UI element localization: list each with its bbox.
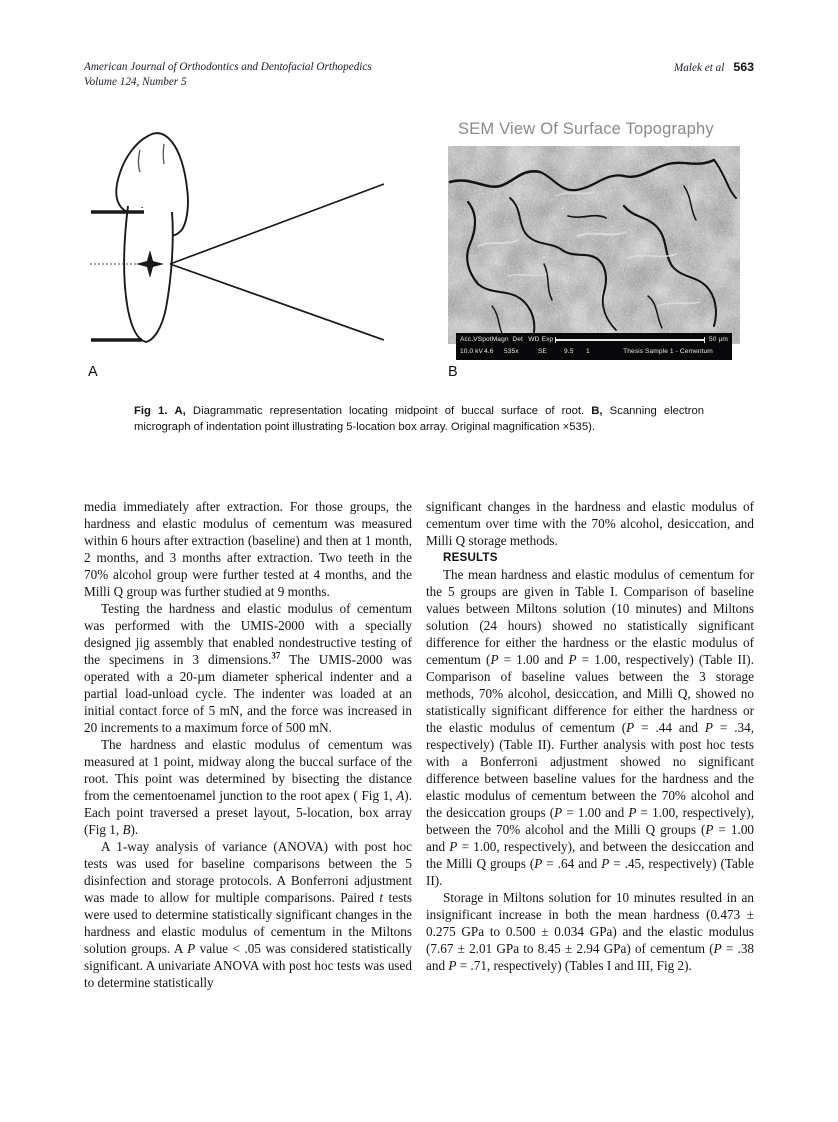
paragraph-measurement-point bbox=[84, 736, 412, 838]
r3-part-c: = .71, respectively) (Tables I and III, Fig 2). bbox=[456, 958, 692, 973]
databar-sample-name: Thesis Sample 1 - Cementum bbox=[623, 348, 713, 355]
volume-issue: Volume 124, Number 5 bbox=[84, 76, 187, 88]
p-symbol-8: P bbox=[449, 839, 458, 854]
r2-part-g: = 1.00, respectively), between the 70% alcohol and the Milli Q groups ( bbox=[426, 805, 754, 837]
citation-ref-37: 37 bbox=[271, 650, 281, 661]
page-number: 563 bbox=[733, 60, 754, 74]
databar-value-spot: 4.6 bbox=[484, 348, 494, 355]
section-heading-results: RESULTS bbox=[443, 551, 498, 564]
databar-label-exp: Exp bbox=[541, 336, 554, 343]
databar-label-accv: Acc.V bbox=[460, 336, 478, 343]
panel-letter-a: A bbox=[88, 364, 98, 380]
running-head-left bbox=[84, 60, 372, 90]
r2-part-d: = .44 and bbox=[634, 720, 705, 735]
p-symbol-6: P bbox=[628, 805, 637, 820]
r2-part-a: The mean hardness and elastic modulus of cementum for the 5 groups are given in Table I. Comparison of baseline values between Miltons solution (10 minutes) and Miltons solution (24 hours) showed no statistically significant difference for either the hardness or the elastic modulus of cementum ( bbox=[426, 567, 754, 667]
databar-label-magn: Magn bbox=[491, 336, 509, 343]
p-symbol-12: P bbox=[448, 958, 457, 973]
databar-value-exp: 1 bbox=[586, 348, 590, 355]
caption-panel-b-tag: B, bbox=[591, 405, 603, 417]
t-test-symbol: t bbox=[379, 890, 384, 905]
figure-panel-b-sem bbox=[448, 118, 740, 366]
figure-caption bbox=[134, 404, 704, 435]
r3-part-a: Storage in Miltons solution for 10 minutes resulted in an insignificant increase in both the mean hardness (0.473 ± 0.275 GPa to 0.500 ± 0.034 GPa) and the elastic modulus (7.67 ± 2.01 GPa to 8.45 ± 2.94 GPa) of cementum ( bbox=[426, 890, 754, 956]
figure-panel-a-tooth-diagram bbox=[84, 118, 384, 376]
r3-part-b: = .38 and bbox=[426, 941, 755, 973]
r2-part-e: = .34, respectively) (Table II). Further analysis with post hoc tests with a Bonferroni adjustment showed no significant difference between baseline values for the hardness and the elastic modulus of cementum between the 70% alcohol and the desiccation groups ( bbox=[426, 720, 755, 820]
caption-panel-a-text: Diagrammatic representation locating midpoint of buccal surface of root. bbox=[192, 405, 585, 417]
running-head-right bbox=[674, 60, 754, 74]
r2-part-c: = 1.00, respectively) (Table II). Comparison of baseline values between the 3 storage methods, 70% alcohol, desiccation, and Milli Q, showed no statistically significant difference for either the hardness or the elastic modulus of cementum ( bbox=[426, 652, 754, 735]
sem-texture-svg bbox=[448, 146, 740, 344]
caption-panel-b-text: Scanning electron micrograph of indentation point illustrating 5-location box array. Original magnification ×535). bbox=[134, 405, 705, 433]
r2-part-b: = 1.00 and bbox=[498, 652, 569, 667]
databar-value-wd: 9.5 bbox=[564, 348, 574, 355]
databar-label-wd: WD bbox=[528, 336, 540, 343]
author-citation: Malek et al bbox=[673, 62, 725, 74]
sem-micrograph-image bbox=[448, 146, 740, 344]
p-symbol-3: P bbox=[626, 720, 635, 735]
caption-panel-a-tag: A, bbox=[174, 405, 186, 417]
panel-letter-b: B bbox=[448, 364, 458, 380]
para3-part-a: The hardness and elastic modulus of cementum was measured at 1 point, midway along the buccal surface of the root. This point was determined by bisecting the distance from the cementoenamel junction to the root apex ( Fig 1, bbox=[84, 737, 412, 803]
r2-part-h: = 1.00 and bbox=[426, 822, 755, 854]
paragraph-continued-right: significant changes in the hardness and elastic modulus of cementum over time with the 70% alcohol, desiccation, and Milli Q storage methods. bbox=[426, 499, 754, 548]
p-symbol-9: P bbox=[534, 856, 543, 871]
para3-part-c: ). bbox=[130, 822, 139, 837]
para4-part-b: tests were used to determine statistically significant changes in the hardness and elastic modulus of cementum in the Miltons solution groups. A bbox=[84, 890, 412, 956]
leader-line-upper bbox=[170, 184, 384, 264]
p-symbol-7: P bbox=[705, 822, 714, 837]
journal-title: American Journal of Orthodontics and Dentofacial Orthopedics bbox=[84, 61, 372, 73]
para2-part-a: Testing the hardness and elastic modulus of cementum was performed with the UMIS-2000 with a specially designed jig assembly that enabled nondestructive testing of the specimens in 3 dimensions. bbox=[84, 601, 412, 667]
paragraph-statistics bbox=[84, 838, 412, 991]
para4-part-a: A 1-way analysis of variance (ANOVA) with post hoc tests was used for baseline comparisons between the 5 disinfection and storage protocols. A Bonferroni adjustment was made to allow for multiple comparisons. Paired bbox=[84, 839, 412, 905]
r2-part-j: = .64 and bbox=[542, 856, 602, 871]
sem-databar-labels bbox=[460, 334, 728, 346]
databar-label-det: Det bbox=[512, 336, 523, 343]
fig-ref-a: A bbox=[396, 788, 405, 803]
caption-fig-label: Fig 1. bbox=[134, 405, 168, 417]
sem-title: SEM View Of Surface Topography bbox=[458, 120, 714, 138]
leader-line-lower bbox=[170, 264, 384, 340]
fig-ref-b: B bbox=[122, 822, 131, 837]
databar-value-magn: 535x bbox=[504, 348, 519, 355]
p-symbol-4: P bbox=[704, 720, 713, 735]
databar-value-det: SE bbox=[538, 348, 547, 355]
scale-bar-label: 50 µm bbox=[709, 336, 728, 343]
r2-part-f: = 1.00 and bbox=[562, 805, 629, 820]
p-symbol-2: P bbox=[568, 652, 577, 667]
p-value-symbol: P bbox=[187, 941, 196, 956]
tooth-diagram-svg bbox=[84, 118, 384, 376]
p-symbol-5: P bbox=[554, 805, 563, 820]
paragraph-testing bbox=[84, 600, 412, 736]
p-symbol-11: P bbox=[713, 941, 722, 956]
para3-part-b: ). Each point traversed a preset layout, 5-location, box array (Fig 1, bbox=[84, 788, 412, 837]
running-head bbox=[84, 60, 754, 94]
paragraph-results-storage bbox=[426, 889, 754, 974]
databar-label-spot: Spot bbox=[477, 336, 492, 343]
sem-databar bbox=[456, 333, 732, 360]
sem-databar-values bbox=[460, 346, 728, 358]
tooth-root-outline bbox=[124, 206, 173, 342]
figure-1 bbox=[84, 118, 754, 388]
para2-part-b: The UMIS-2000 was operated with a 20-µm diameter spherical indenter and a partial load-unload cycle. The indenter was loaded at an initial contact force of 5 mN, and the force was increased in 20 increments to a maximum force of 500 mN. bbox=[84, 652, 412, 735]
paragraph-continued: media immediately after extraction. For those groups, the hardness and elastic modulus of cementum was measured within 6 hours after extraction (baseline) and then at 1 month, 2 months, and 3 months after extraction. Two teeth in the 70% alcohol group were further tested at 4 months, and the Milli Q group was further studied at 9 months. bbox=[84, 499, 412, 599]
body-column-right bbox=[426, 498, 754, 974]
databar-scalebar-group bbox=[555, 334, 728, 346]
r2-part-i: = 1.00, respectively), and between the desiccation and the Milli Q groups ( bbox=[426, 839, 755, 871]
p-symbol-10: P bbox=[601, 856, 610, 871]
para4-part-c: value < .05 was considered statistically significant. A univariate ANOVA with post hoc tests was used to determine statistically bbox=[84, 941, 412, 990]
databar-value-accv: 10.0 kV bbox=[460, 348, 484, 355]
body-column-left bbox=[84, 498, 412, 991]
p-symbol-1: P bbox=[490, 652, 499, 667]
r2-part-k: = .45, respectively) (Table II). bbox=[426, 856, 754, 888]
scale-bar-icon bbox=[555, 337, 705, 343]
paragraph-results-comparisons bbox=[426, 566, 754, 889]
